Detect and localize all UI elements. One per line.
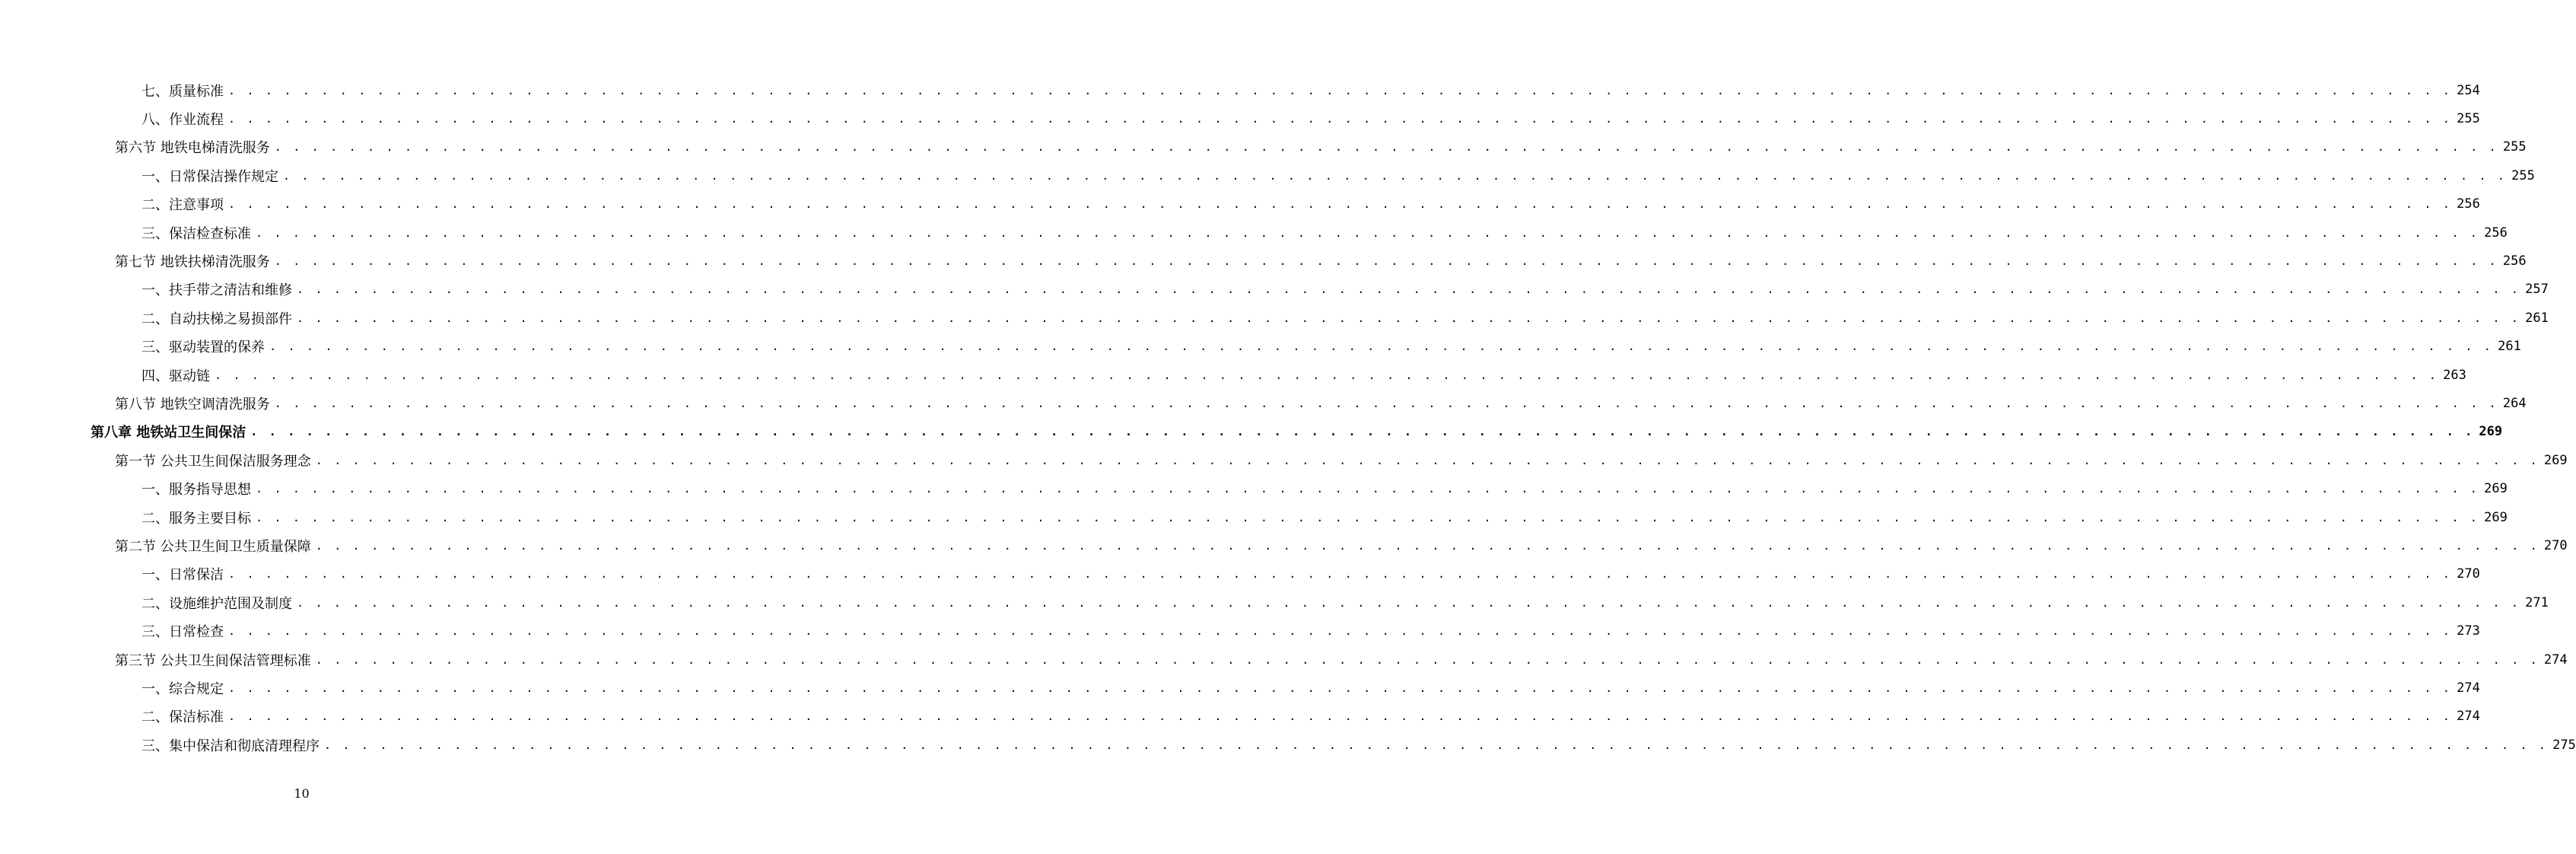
toc-entry-title: 二、注意事项 <box>142 197 224 214</box>
toc-dot-leader: . . . . . . . . . . . . . . . . . . . . . . . . . . . . . . . . . . . . . . . . . . . . . . . . . . . . . . . . . . . . . . . . . . . . . . . . . . . . . . . . . . . . . . . . . . . . . . . . . . . . . . . . . . . . . . . . . . . . . . . . <box>297 595 2521 610</box>
toc-dot-leader: . . . . . . . . . . . . . . . . . . . . . . . . . . . . . . . . . . . . . . . . . . . . . . . . . . . . . . . . . . . . . . . . . . . . . . . . . . . . . . . . . . . . . . . . . . . . . . . . . . . . . . . . . . . . . . . . . . . . . . . . <box>228 680 2453 695</box>
toc-dot-leader: . . . . . . . . . . . . . . . . . . . . . . . . . . . . . . . . . . . . . . . . . . . . . . . . . . . . . . . . . . . . . . . . . . . . . . . . . . . . . . . . . . . . . . . . . . . . . . . . . . . . . . . . . . . . . . . . . . . . . . . . <box>315 652 2539 667</box>
toc-entry-chapter[interactable] <box>0 418 2503 446</box>
toc-entry-item[interactable] <box>0 617 2480 645</box>
toc-entry-item[interactable] <box>0 674 2480 702</box>
toc-dot-leader: . . . . . . . . . . . . . . . . . . . . . . . . . . . . . . . . . . . . . . . . . . . . . . . . . . . . . . . . . . . . . . . . . . . . . . . . . . . . . . . . . . . . . . . . . . . . . . . . . . . . . . . . . . . . . . . . . . . . . . . . <box>283 168 2508 183</box>
toc-entry-item[interactable] <box>0 218 2508 247</box>
toc-entry-title: 三、驱动装置的保养 <box>142 339 265 356</box>
toc-entry-section[interactable] <box>0 133 2527 161</box>
toc-entry-item[interactable] <box>0 560 2480 588</box>
toc-entry-page: 269 <box>2479 424 2503 440</box>
toc-entry-page: 255 <box>2511 167 2535 183</box>
table-of-contents <box>0 76 2576 759</box>
toc-entry-item[interactable] <box>0 161 2535 190</box>
toc-dot-leader: . . . . . . . . . . . . . . . . . . . . . . . . . . . . . . . . . . . . . . . . . . . . . . . . . . . . . . . . . . . . . . . . . . . . . . . . . . . . . . . . . . . . . . . . . . . . . . . . . . . . . . . . . . . . . . . . . . . . . . . . <box>297 282 2521 297</box>
toc-entry-title: 二、自动扶梯之易损部件 <box>142 311 292 327</box>
toc-entry-title: 第二节 公共卫生间卫生质量保障 <box>115 538 311 555</box>
toc-entry-title: 八、作业流程 <box>142 112 224 129</box>
toc-dot-leader: . . . . . . . . . . . . . . . . . . . . . . . . . . . . . . . . . . . . . . . . . . . . . . . . . . . . . . . . . . . . . . . . . . . . . . . . . . . . . . . . . . . . . . . . . . . . . . . . . . . . . . . . . . . . . . . . . . . . . . . . <box>250 425 2475 439</box>
toc-dot-leader: . . . . . . . . . . . . . . . . . . . . . . . . . . . . . . . . . . . . . . . . . . . . . . . . . . . . . . . . . . . . . . . . . . . . . . . . . . . . . . . . . . . . . . . . . . . . . . . . . . . . . . . . . . . . . . . . . . . . . . . . <box>274 140 2498 155</box>
toc-entry-section[interactable] <box>0 446 2568 474</box>
toc-entry-page: 257 <box>2525 282 2549 298</box>
toc-entry-page: 275 <box>2552 737 2576 753</box>
toc-entry-item[interactable] <box>0 276 2549 304</box>
toc-entry-item[interactable] <box>0 361 2466 389</box>
toc-entry-title: 第八章 地铁站卫生间保洁 <box>91 425 246 441</box>
toc-entry-title: 七、质量标准 <box>142 83 224 100</box>
toc-entry-section[interactable] <box>0 389 2527 417</box>
toc-entry-item[interactable] <box>0 503 2508 531</box>
toc-entry-title: 第七节 地铁扶梯清洗服务 <box>115 254 270 271</box>
toc-dot-leader: . . . . . . . . . . . . . . . . . . . . . . . . . . . . . . . . . . . . . . . . . . . . . . . . . . . . . . . . . . . . . . . . . . . . . . . . . . . . . . . . . . . . . . . . . . . . . . . . . . . . . . . . . . . . . . . . . . . . . . . . <box>297 311 2521 325</box>
toc-entry-page: 270 <box>2457 566 2480 582</box>
toc-entry-item[interactable] <box>0 304 2549 332</box>
toc-entry-title: 一、服务指导思想 <box>142 482 251 499</box>
toc-dot-leader: . . . . . . . . . . . . . . . . . . . . . . . . . . . . . . . . . . . . . . . . . . . . . . . . . . . . . . . . . . . . . . . . . . . . . . . . . . . . . . . . . . . . . . . . . . . . . . . . . . . . . . . . . . . . . . . . . . . . . . . . <box>324 738 2549 752</box>
toc-entry-section[interactable] <box>0 247 2527 275</box>
toc-dot-leader: . . . . . . . . . . . . . . . . . . . . . . . . . . . . . . . . . . . . . . . . . . . . . . . . . . . . . . . . . . . . . . . . . . . . . . . . . . . . . . . . . . . . . . . . . . . . . . . . . . . . . . . . . . . . . . . . . . . . . . . . <box>256 225 2480 240</box>
toc-entry-page: 255 <box>2502 139 2527 155</box>
toc-dot-leader: . . . . . . . . . . . . . . . . . . . . . . . . . . . . . . . . . . . . . . . . . . . . . . . . . . . . . . . . . . . . . . . . . . . . . . . . . . . . . . . . . . . . . . . . . . . . . . . . . . . . . . . . . . . . . . . . . . . . . . . . <box>269 339 2494 354</box>
toc-entry-title: 第八节 地铁空调清洗服务 <box>115 396 270 413</box>
toc-entry-page: 255 <box>2457 111 2480 127</box>
toc-entry-page: 274 <box>2457 709 2480 725</box>
toc-entry-page: 256 <box>2457 196 2480 212</box>
toc-dot-leader: . . . . . . . . . . . . . . . . . . . . . . . . . . . . . . . . . . . . . . . . . . . . . . . . . . . . . . . . . . . . . . . . . . . . . . . . . . . . . . . . . . . . . . . . . . . . . . . . . . . . . . . . . . . . . . . . . . . . . . . . <box>256 482 2480 496</box>
toc-entry-title: 二、保洁标准 <box>142 709 224 726</box>
toc-entry-page: 256 <box>2502 253 2527 269</box>
toc-entry-section[interactable] <box>0 645 2568 674</box>
toc-entry-title: 一、综合规定 <box>142 680 224 697</box>
toc-entry-title: 三、保洁检查标准 <box>142 225 251 242</box>
toc-entry-page: 274 <box>2543 652 2568 668</box>
toc-dot-leader: . . . . . . . . . . . . . . . . . . . . . . . . . . . . . . . . . . . . . . . . . . . . . . . . . . . . . . . . . . . . . . . . . . . . . . . . . . . . . . . . . . . . . . . . . . . . . . . . . . . . . . . . . . . . . . . . . . . . . . . . <box>315 538 2539 553</box>
toc-dot-leader: . . . . . . . . . . . . . . . . . . . . . . . . . . . . . . . . . . . . . . . . . . . . . . . . . . . . . . . . . . . . . . . . . . . . . . . . . . . . . . . . . . . . . . . . . . . . . . . . . . . . . . . . . . . . . . . . . . . . . . . . <box>274 396 2498 410</box>
toc-dot-leader: . . . . . . . . . . . . . . . . . . . . . . . . . . . . . . . . . . . . . . . . . . . . . . . . . . . . . . . . . . . . . . . . . . . . . . . . . . . . . . . . . . . . . . . . . . . . . . . . . . . . . . . . . . . . . . . . . . . . . . . . <box>228 709 2453 724</box>
toc-entry-title: 第一节 公共卫生间保洁服务理念 <box>115 453 311 470</box>
toc-entry-page: 263 <box>2443 367 2466 383</box>
toc-entry-title: 第六节 地铁电梯清洗服务 <box>115 140 270 157</box>
toc-entry-item[interactable] <box>0 474 2508 502</box>
toc-entry-page: 269 <box>2543 452 2568 468</box>
toc-entry-page: 270 <box>2543 537 2568 553</box>
toc-entry-title: 二、设施维护范围及制度 <box>142 595 292 612</box>
toc-entry-page: 261 <box>2498 339 2521 355</box>
toc-dot-leader: . . . . . . . . . . . . . . . . . . . . . . . . . . . . . . . . . . . . . . . . . . . . . . . . . . . . . . . . . . . . . . . . . . . . . . . . . . . . . . . . . . . . . . . . . . . . . . . . . . . . . . . . . . . . . . . . . . . . . . . . <box>228 567 2453 582</box>
toc-entry-page: 273 <box>2457 623 2480 639</box>
toc-entry-title: 一、日常保洁 <box>142 567 224 584</box>
toc-entry-item[interactable] <box>0 333 2521 361</box>
toc-dot-leader: . . . . . . . . . . . . . . . . . . . . . . . . . . . . . . . . . . . . . . . . . . . . . . . . . . . . . . . . . . . . . . . . . . . . . . . . . . . . . . . . . . . . . . . . . . . . . . . . . . . . . . . . . . . . . . . . . . . . . . . . <box>215 368 2439 382</box>
toc-entry-title: 三、集中保洁和彻底清理程序 <box>142 738 320 754</box>
toc-entry-page: 271 <box>2525 594 2549 610</box>
toc-dot-leader: . . . . . . . . . . . . . . . . . . . . . . . . . . . . . . . . . . . . . . . . . . . . . . . . . . . . . . . . . . . . . . . . . . . . . . . . . . . . . . . . . . . . . . . . . . . . . . . . . . . . . . . . . . . . . . . . . . . . . . . . <box>274 254 2498 269</box>
toc-dot-leader: . . . . . . . . . . . . . . . . . . . . . . . . . . . . . . . . . . . . . . . . . . . . . . . . . . . . . . . . . . . . . . . . . . . . . . . . . . . . . . . . . . . . . . . . . . . . . . . . . . . . . . . . . . . . . . . . . . . . . . . . <box>228 624 2453 639</box>
toc-entry-page: 269 <box>2484 509 2508 525</box>
toc-entry-section[interactable] <box>0 531 2568 559</box>
toc-dot-leader: . . . . . . . . . . . . . . . . . . . . . . . . . . . . . . . . . . . . . . . . . . . . . . . . . . . . . . . . . . . . . . . . . . . . . . . . . . . . . . . . . . . . . . . . . . . . . . . . . . . . . . . . . . . . . . . . . . . . . . . . <box>315 453 2539 467</box>
toc-entry-item[interactable] <box>0 76 2480 104</box>
toc-dot-leader: . . . . . . . . . . . . . . . . . . . . . . . . . . . . . . . . . . . . . . . . . . . . . . . . . . . . . . . . . . . . . . . . . . . . . . . . . . . . . . . . . . . . . . . . . . . . . . . . . . . . . . . . . . . . . . . . . . . . . . . . <box>228 112 2453 126</box>
toc-entry-page: 274 <box>2457 680 2480 696</box>
toc-dot-leader: . . . . . . . . . . . . . . . . . . . . . . . . . . . . . . . . . . . . . . . . . . . . . . . . . . . . . . . . . . . . . . . . . . . . . . . . . . . . . . . . . . . . . . . . . . . . . . . . . . . . . . . . . . . . . . . . . . . . . . . . <box>228 83 2453 97</box>
toc-entry-item[interactable] <box>0 703 2480 731</box>
toc-dot-leader: . . . . . . . . . . . . . . . . . . . . . . . . . . . . . . . . . . . . . . . . . . . . . . . . . . . . . . . . . . . . . . . . . . . . . . . . . . . . . . . . . . . . . . . . . . . . . . . . . . . . . . . . . . . . . . . . . . . . . . . . <box>228 197 2453 212</box>
toc-entry-page: 261 <box>2525 310 2549 326</box>
toc-entry-page: 256 <box>2484 225 2508 241</box>
toc-entry-title: 一、日常保洁操作规定 <box>142 168 278 185</box>
toc-entry-title: 一、扶手带之清洁和维修 <box>142 282 292 299</box>
toc-entry-page: 254 <box>2457 82 2480 98</box>
toc-entry-item[interactable] <box>0 588 2549 617</box>
page-number: 10 <box>294 786 310 801</box>
toc-entry-title: 二、服务主要目标 <box>142 510 251 527</box>
toc-entry-item[interactable] <box>0 104 2480 132</box>
toc-dot-leader: . . . . . . . . . . . . . . . . . . . . . . . . . . . . . . . . . . . . . . . . . . . . . . . . . . . . . . . . . . . . . . . . . . . . . . . . . . . . . . . . . . . . . . . . . . . . . . . . . . . . . . . . . . . . . . . . . . . . . . . . <box>256 510 2480 524</box>
toc-entry-title: 第三节 公共卫生间保洁管理标准 <box>115 652 311 669</box>
toc-entry-title: 四、驱动链 <box>142 368 210 384</box>
toc-entry-item[interactable] <box>0 190 2480 218</box>
toc-entry-page: 269 <box>2484 481 2508 497</box>
toc-entry-item[interactable] <box>0 731 2576 759</box>
toc-entry-page: 264 <box>2502 395 2527 411</box>
toc-entry-title: 三、日常检查 <box>142 624 224 641</box>
